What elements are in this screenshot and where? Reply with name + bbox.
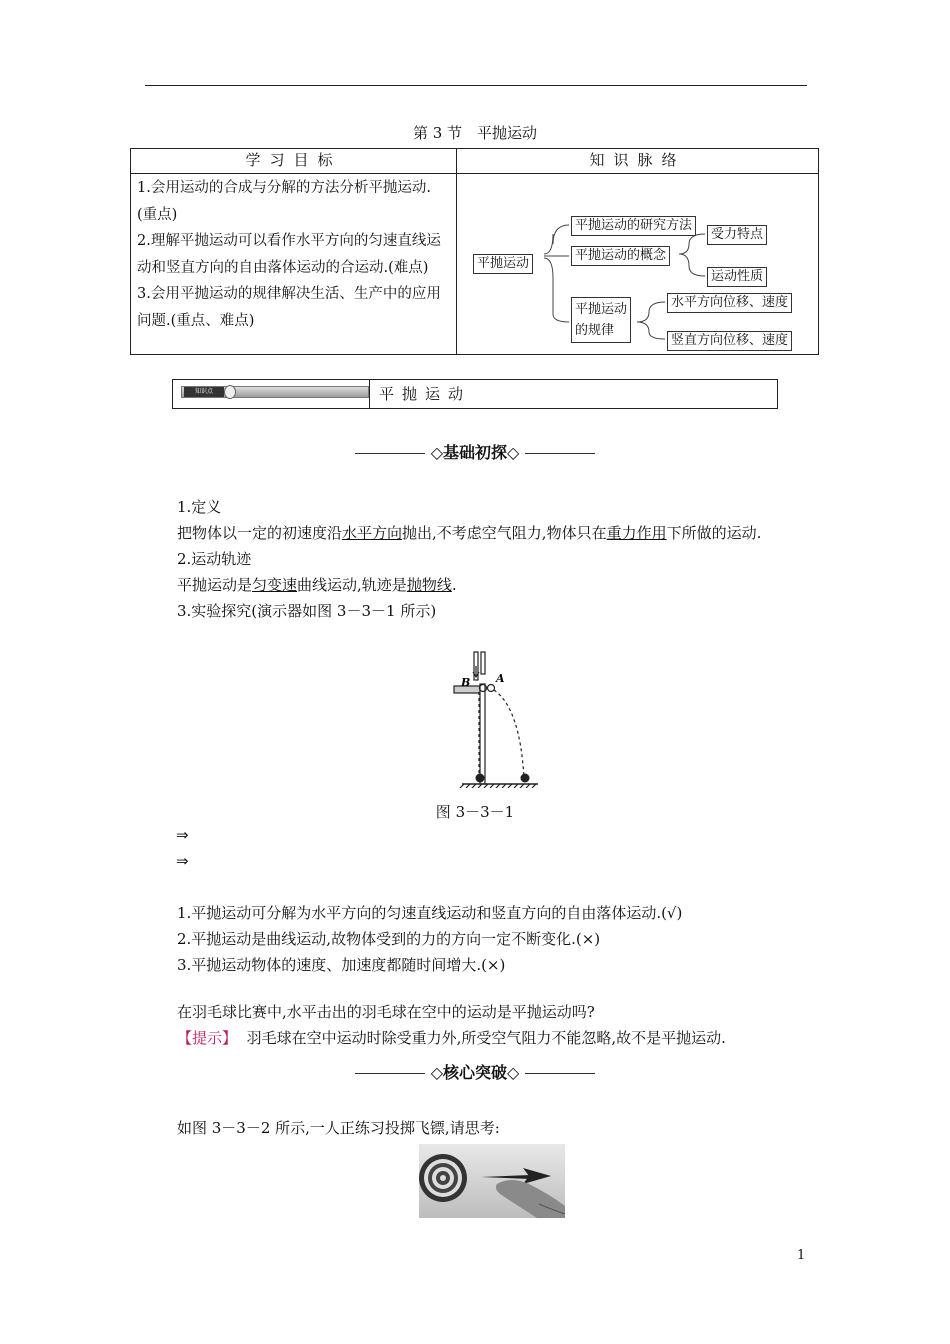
mindmap-root: 平抛运动 [473,254,533,274]
banner-basic [0,440,950,463]
hint-text: 羽毛球在空中运动时除受重力外,所受空气阻力不能忽略,故不是平抛运动. [246,1029,726,1047]
page-title: 第 3 节 平抛运动 [412,124,538,142]
mindmap-cell [457,174,819,355]
basic-content [145,494,810,624]
mindmap-horizontal: 水平方向位移、速度 [667,293,792,313]
definition-heading: 1.定义 [177,498,222,516]
banner-line [355,453,425,454]
section-divider [369,380,370,408]
hint-label: 【提示】 [177,1029,238,1047]
banner-line [355,1073,425,1074]
header-rule [145,85,807,86]
banner-text: ◇基础初探◇ [430,443,520,462]
experiment-heading: 3.实验探究(演示器如图 3－3－1 所示) [177,602,437,620]
think-question [145,999,810,1051]
mindmap-nature: 运动性质 [707,267,767,287]
figure-3-3-1 [440,648,550,788]
goal-item: 1.会用运动的合成与分解的方法分析平抛运动.(重点) [137,180,431,223]
dart-photo [419,1144,565,1218]
label-b: B [461,676,471,689]
mindmap-research: 平抛运动的研究方法 [571,216,696,236]
section-title: 平抛运动 [379,385,472,403]
mindmap-vertical: 竖直方向位移、速度 [667,331,792,351]
arrow-2: ⇒ [176,852,189,870]
judgment-item: 3.平抛运动物体的速度、加速度都随时间增大.(×) [177,956,506,974]
goals-cell [131,174,457,355]
objectives-table [130,148,819,355]
mindmap-concept: 平抛运动的概念 [571,246,670,266]
banner-text: ◇核心突破◇ [430,1063,520,1082]
label-a: A [496,672,505,685]
goal-item: 2.理解平抛运动可以看作水平方向的匀速直线运动和竖直方向的自由落体运动的合运动.(难点) [137,233,441,276]
banner-line [525,453,595,454]
judgment-item: 1.平抛运动可分解为水平方向的匀速直线运动和竖直方向的自由落体运动.(√) [177,904,683,922]
arrow-1: ⇒ [176,826,189,844]
mindmap-law-line1: 平抛运动 [575,302,628,317]
knowledge-point-badge [181,386,369,398]
mindmap-law-line2: 的规律 [575,323,615,338]
knowledge-header: 知识脉络 [457,149,819,174]
section-header [172,379,778,409]
goal-item: 3.会用平抛运动的规律解决生活、生产中的应用问题.(重点、难点) [137,286,441,329]
intro-text: 如图 3－3－2 所示,一人正练习投掷飞镖,请思考: [177,1119,500,1137]
question-text: 在羽毛球比赛中,水平击出的羽毛球在空中的运动是平抛运动吗? [177,1003,595,1021]
mindmap-force: 受力特点 [707,225,767,245]
badge-knob [224,385,236,399]
core-intro [145,1115,810,1141]
trajectory-heading: 2.运动轨迹 [177,550,252,568]
judgments [145,900,810,978]
badge-label: 知识点 [184,387,224,397]
target-icon [419,1154,467,1202]
mindmap-law [571,297,631,343]
trajectory-text: 平抛运动是匀变速曲线运动,轨迹是抛物线. [177,576,457,594]
judgment-item: 2.平抛运动是曲线运动,故物体受到的力的方向一定不断变化.(×) [177,930,601,948]
page-number: 1 [797,1248,806,1263]
banner-core [0,1060,950,1083]
hint [145,1025,810,1051]
goals-header: 学习目标 [131,149,457,174]
banner-line [525,1073,595,1074]
figure1-caption: 图 3－3－1 [435,803,515,821]
definition-text: 把物体以一定的初速度沿水平方向抛出,不考虑空气阻力,物体只在重力作用下所做的运动. [177,524,762,542]
